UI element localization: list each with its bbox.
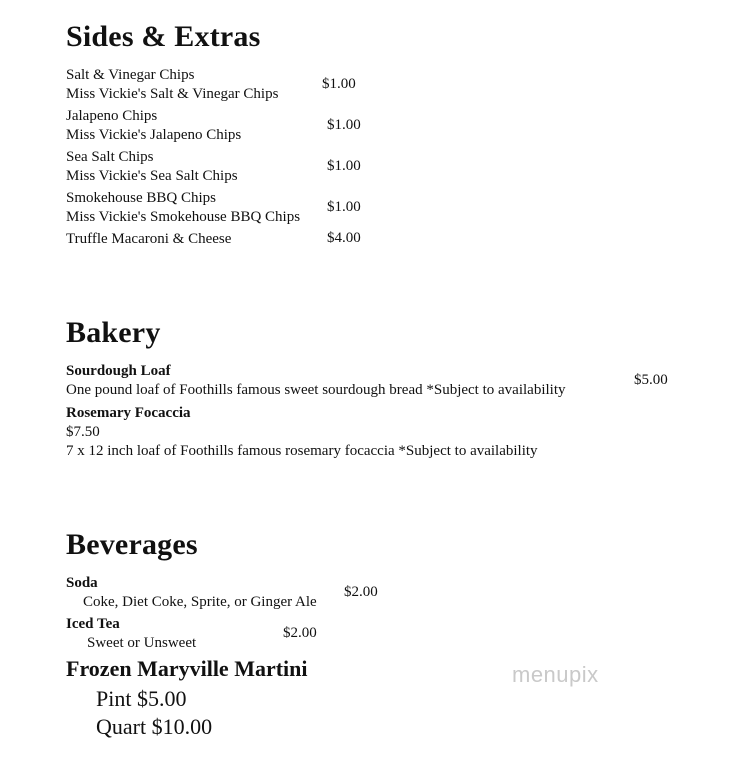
menu-item-frozen-martini: Frozen Maryville Martini	[66, 656, 308, 681]
item-name: Salt & Vinegar Chips	[66, 67, 195, 83]
item-name: Sourdough Loaf	[66, 363, 171, 379]
menu-item-truffle-mac: Truffle Macaroni & Cheese	[66, 231, 232, 247]
item-name: Iced Tea	[66, 616, 120, 632]
item-name: Soda	[66, 575, 98, 591]
section-title-sides: Sides & Extras	[66, 20, 261, 53]
menu-item-salt-vinegar	[66, 66, 278, 104]
menu-item-jalapeno	[66, 107, 241, 145]
item-price: $1.00	[327, 199, 361, 215]
martini-pint-price: Pint $5.00	[96, 686, 187, 711]
section-title-beverages: Beverages	[66, 528, 198, 561]
item-desc: One pound loaf of Foothills famous sweet sourdough bread *Subject to availability	[66, 382, 566, 398]
item-desc: 7 x 12 inch loaf of Foothills famous rosemary focaccia *Subject to availability	[66, 443, 538, 459]
menu-item-sea-salt	[66, 148, 238, 186]
item-name: Jalapeno Chips	[66, 108, 158, 124]
item-name: Sea Salt Chips	[66, 149, 154, 165]
item-desc: Miss Vickie's Sea Salt Chips	[66, 168, 238, 184]
section-title-bakery: Bakery	[66, 316, 161, 349]
item-price: $1.00	[327, 158, 361, 174]
item-price: $1.00	[327, 117, 361, 133]
item-desc: Miss Vickie's Jalapeno Chips	[66, 127, 242, 143]
item-price: $4.00	[327, 230, 361, 246]
menupix-watermark: menupix	[512, 662, 599, 687]
menu-item-focaccia	[66, 404, 538, 461]
menu-item-sourdough	[66, 362, 566, 400]
item-desc: Miss Vickie's Salt & Vinegar Chips	[66, 86, 279, 102]
item-price: $7.50	[66, 424, 100, 440]
martini-quart-price: Quart $10.00	[96, 714, 213, 739]
item-price: $1.00	[322, 76, 356, 92]
item-desc: Sweet or Unsweet	[87, 635, 197, 651]
item-desc: Miss Vickie's Smokehouse BBQ Chips	[66, 209, 301, 225]
item-name: Smokehouse BBQ Chips	[66, 190, 217, 206]
item-desc: Coke, Diet Coke, Sprite, or Ginger Ale	[83, 594, 317, 610]
menu-item-soda	[66, 574, 317, 612]
item-name: Rosemary Focaccia	[66, 405, 191, 421]
item-price: $2.00	[283, 625, 317, 641]
item-price: $2.00	[344, 584, 378, 600]
item-price: $5.00	[634, 372, 668, 388]
menu-item-iced-tea	[66, 615, 196, 653]
menu-item-smokehouse-bbq	[66, 189, 300, 227]
